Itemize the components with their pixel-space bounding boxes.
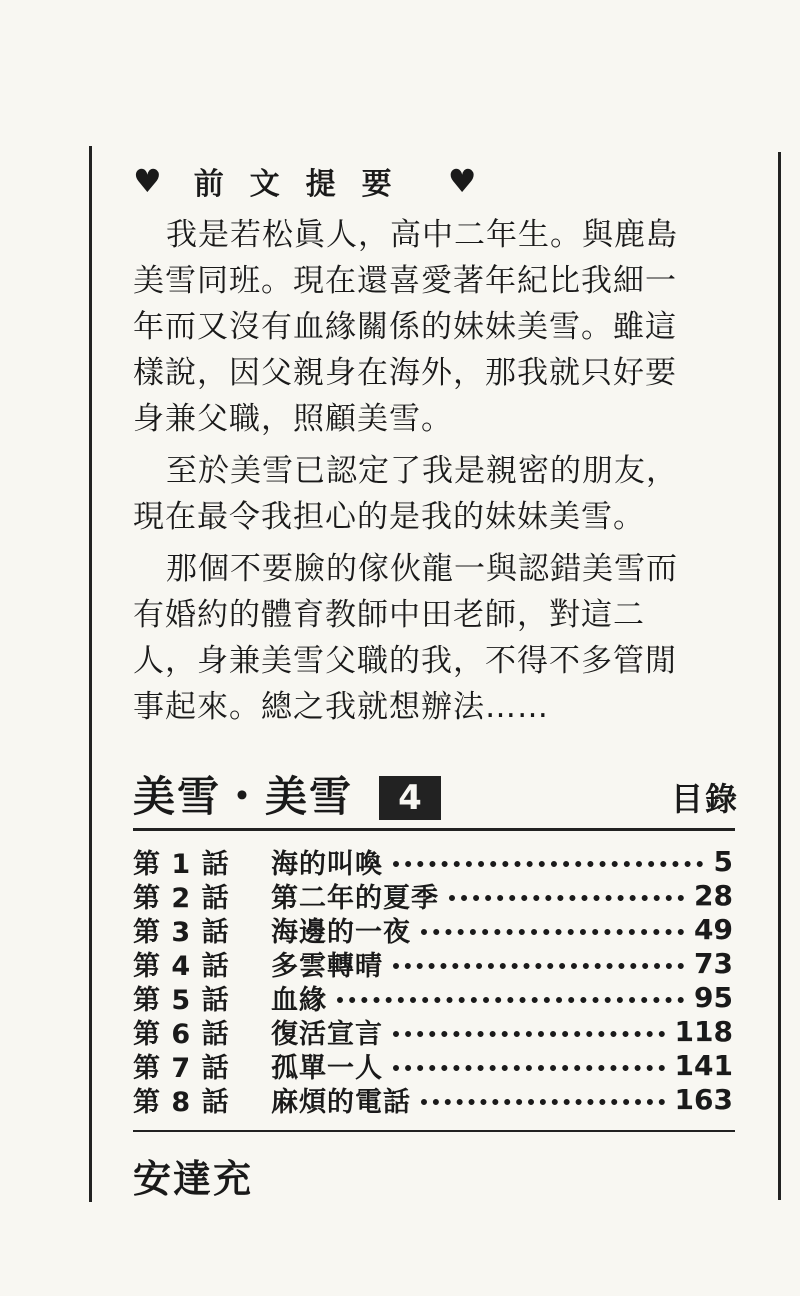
- heart-icon: ♥: [133, 162, 162, 200]
- chapter-number: 第 1 話: [133, 848, 230, 880]
- toc-row[interactable]: [133, 844, 733, 878]
- summary-body: [133, 212, 678, 736]
- chapter-title: 海的叫喚: [271, 848, 383, 880]
- dot-leader: [421, 1099, 665, 1105]
- chapter-title: 多雲轉晴: [271, 950, 383, 982]
- chapter-number: 第 8 話: [133, 1086, 230, 1118]
- chapter-title: 海邊的一夜: [271, 916, 411, 948]
- dot-leader: [393, 1065, 665, 1071]
- toc-row[interactable]: [133, 1014, 733, 1048]
- chapter-number: 第 6 話: [133, 1018, 230, 1050]
- page-number: 28: [694, 878, 733, 912]
- chapter-title: 第二年的夏季: [271, 882, 439, 914]
- chapter-title: 孤單一人: [271, 1052, 383, 1084]
- chapter-number: 第 5 話: [133, 984, 230, 1016]
- toc-top-rule: [133, 828, 735, 831]
- toc-row[interactable]: [133, 946, 733, 980]
- heart-icon: ♥: [447, 162, 477, 200]
- chapter-number: 第 2 話: [133, 882, 230, 914]
- toc-row[interactable]: [133, 912, 733, 946]
- dot-leader: [449, 895, 684, 901]
- toc-row[interactable]: [133, 980, 733, 1014]
- toc-row[interactable]: [133, 1048, 733, 1082]
- volume-badge: 4: [379, 776, 441, 820]
- toc-bottom-rule: [133, 1130, 735, 1132]
- summary-paragraph: 我是若松眞人，高中二年生。與鹿島美雪同班。現在還喜愛著年紀比我細一年而又沒有血緣關係的妹妹美雪。雖這樣說，因父親身在海外，那我就只好要身兼父職，照顧美雪。: [133, 217, 678, 437]
- left-border-line: [89, 146, 92, 1202]
- page-number: 95: [694, 980, 733, 1014]
- page-number: 163: [674, 1082, 733, 1116]
- summary-title: 前文提要: [193, 167, 418, 202]
- toc-row[interactable]: [133, 1082, 733, 1116]
- chapter-number: 第 4 話: [133, 950, 230, 982]
- summary-paragraph: 至於美雪已認定了我是親密的朋友，現在最令我担心的是我的妹妹美雪。: [133, 453, 678, 535]
- chapter-title: 復活宣言: [271, 1018, 383, 1050]
- dot-leader: [393, 1031, 665, 1037]
- dot-leader: [393, 861, 703, 867]
- page-number: 73: [694, 946, 733, 980]
- dot-leader: [393, 963, 684, 969]
- contents-label: 目錄: [670, 780, 739, 818]
- toc-row[interactable]: [133, 878, 733, 912]
- chapter-number: 第 3 話: [133, 916, 230, 948]
- dot-leader: [337, 997, 684, 1003]
- page-number: 118: [674, 1014, 733, 1048]
- series-title: 美雪・美雪: [133, 772, 354, 821]
- page-number: 49: [694, 912, 733, 946]
- summary-heading: [133, 160, 476, 202]
- page-number: 5: [713, 844, 733, 878]
- toc-header: [133, 770, 739, 824]
- summary-paragraph: 那個不要臉的傢伙龍一與認錯美雪而有婚約的體育教師中田老師，對這二人，身兼美雪父職的我，不得不多管閒事起來。總之我就想辦法……: [133, 551, 678, 725]
- chapter-title: 血緣: [271, 984, 327, 1016]
- toc-list: [133, 844, 733, 1116]
- right-border-line: [778, 152, 781, 1200]
- chapter-title: 麻煩的電話: [271, 1086, 411, 1118]
- author-name: 安達充: [133, 1157, 254, 1201]
- chapter-number: 第 7 話: [133, 1052, 230, 1084]
- dot-leader: [421, 929, 684, 935]
- page-number: 141: [674, 1048, 733, 1082]
